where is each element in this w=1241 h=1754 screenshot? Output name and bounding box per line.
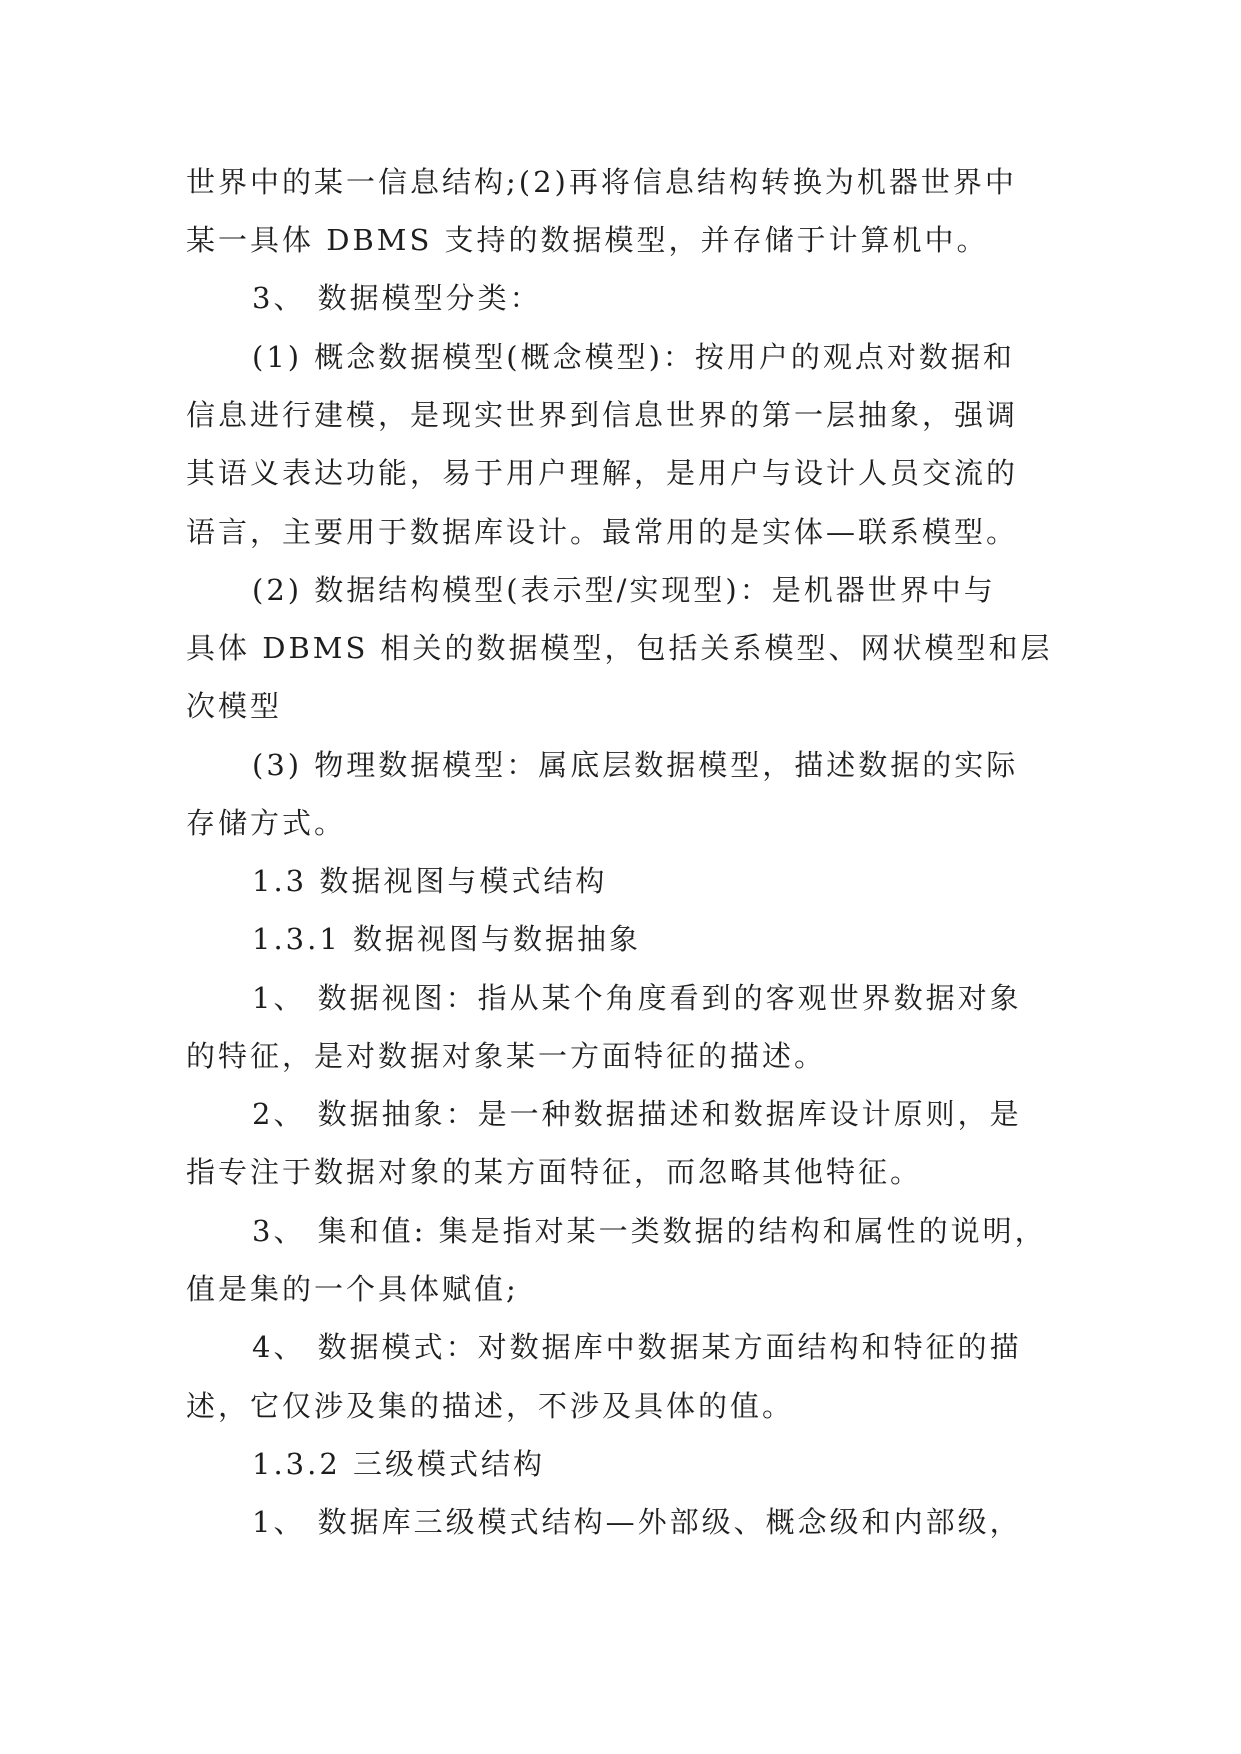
text-line: (1) 概念数据模型(概念模型)：按用户的观点对数据和 [252, 340, 1015, 374]
text-line: 世界中的某一信息结构;(2)再将信息结构转换为机器世界中 [186, 165, 1017, 199]
section-heading: 3、 数据模型分类： [252, 281, 542, 315]
text-line: 某一具体 DBMS 支持的数据模型，并存储于计算机中。 [186, 223, 989, 257]
text-line: 3、 集和值: 集是指对某一类数据的结构和属性的说明， [252, 1214, 1047, 1248]
text-line: 1、 数据视图：指从某个角度看到的客观世界数据对象 [252, 981, 1022, 1015]
text-line: 1、 数据库三级模式结构—外部级、概念级和内部级， [252, 1505, 1022, 1539]
text-line: 信息进行建模，是现实世界到信息世界的第一层抽象，强调 [186, 398, 1019, 432]
text-line: 指专注于数据对象的某方面特征，而忽略其他特征。 [186, 1155, 923, 1189]
section-heading: 1.3.1 数据视图与数据抽象 [252, 922, 642, 956]
text-line: 的特征，是对数据对象某一方面特征的描述。 [186, 1039, 827, 1073]
text-line: (3) 物理数据模型：属底层数据模型，描述数据的实际 [252, 748, 1019, 782]
text-line: 述，它仅涉及集的描述，不涉及具体的值。 [186, 1389, 795, 1423]
text-line: 次模型 [186, 689, 283, 723]
text-line: 具体 DBMS 相关的数据模型，包括关系模型、网状模型和层 [186, 631, 1053, 665]
section-heading: 1.3.2 三级模式结构 [252, 1447, 546, 1481]
text-line: 值是集的一个具体赋值; [186, 1272, 519, 1306]
text-line: 语言，主要用于数据库设计。最常用的是实体—联系模型。 [186, 515, 1019, 549]
text-line: 2、 数据抽象：是一种数据描述和数据库设计原则，是 [252, 1097, 1022, 1131]
text-line: 存储方式。 [186, 806, 347, 840]
section-heading: 1.3 数据视图与模式结构 [252, 864, 608, 898]
text-line: (2) 数据结构模型(表示型/实现型)：是机器世界中与 [252, 573, 996, 607]
text-line: 4、 数据模式：对数据库中数据某方面结构和特征的描 [252, 1330, 1022, 1364]
text-line: 其语义表达功能，易于用户理解，是用户与设计人员交流的 [186, 456, 1019, 490]
